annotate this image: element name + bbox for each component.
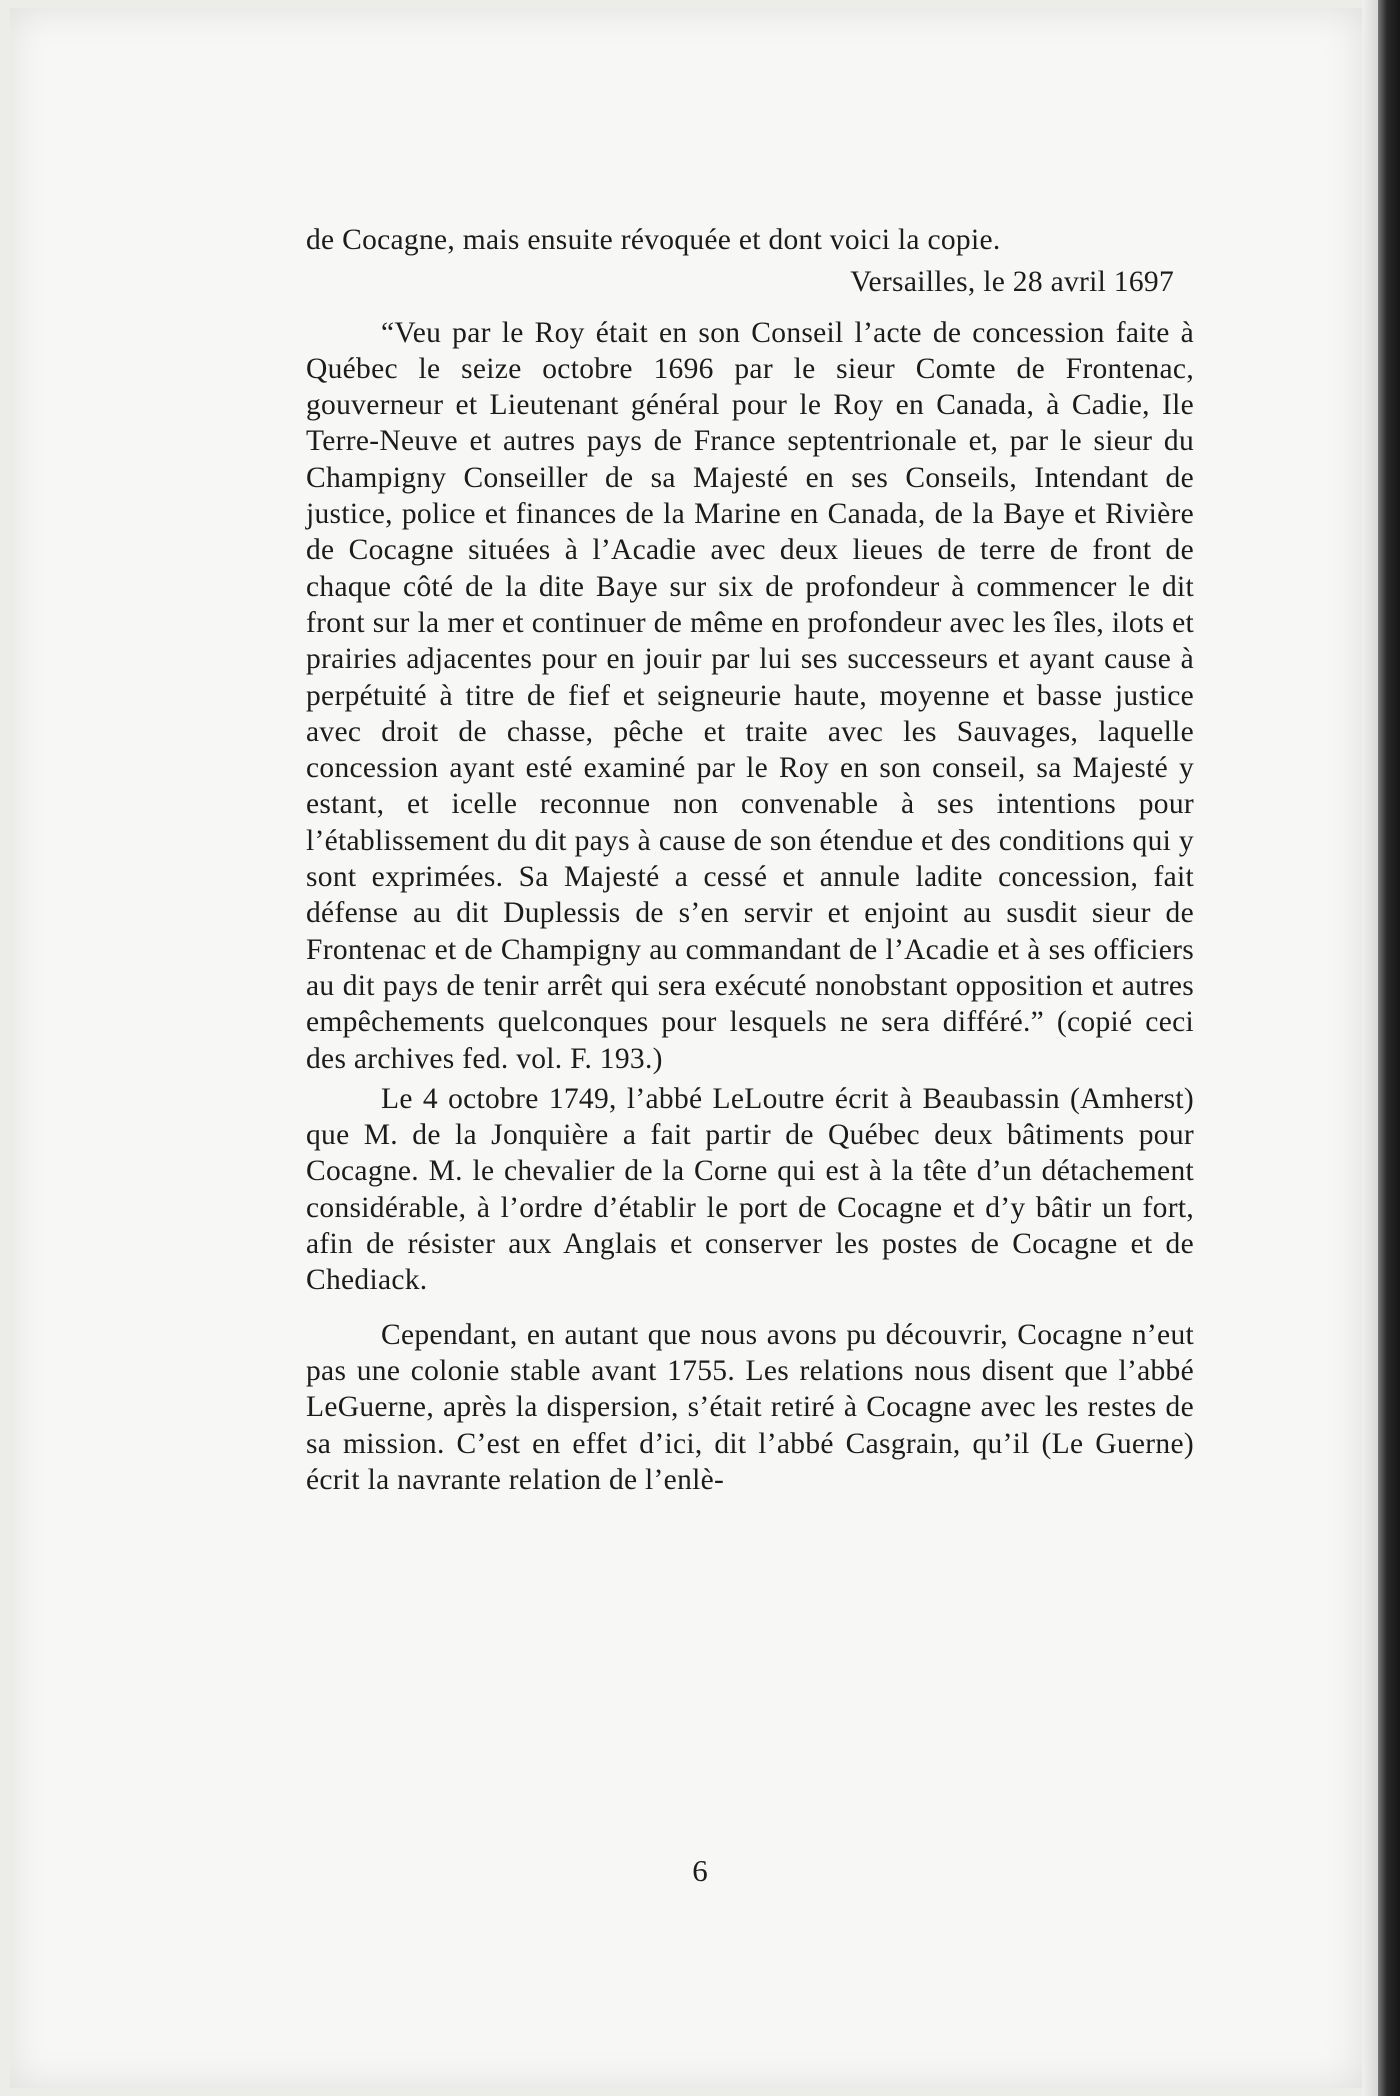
paragraph-1749: Le 4 octobre 1749, l’abbé LeLoutre écrit à Beaubassin (Amherst) que M. de la Jonquière a fait partir de Québec deux bâtiments pour Cocagne. M. le chevalier de la Corne qui est à la tête d’un détachement considérable, à l’ordre d’établir le port de Cocagne et d’y bâtir un fort, afin de résister aux Anglais et conserver les postes de Cocagne et de Chediack. — [306, 1082, 1194, 1297]
dateline: Versailles, le 28 avril 1697 — [850, 266, 1174, 299]
page-number: 6 — [692, 1853, 708, 1888]
page-gutter — [1362, 0, 1378, 2096]
paragraph-cependant: Cependant, en autant que nous avons pu découvrir, Cocagne n’eut pas une colonie stable avant 1755. Les relations nous disent que l’abbé LeGuerne, après la dispersion, s’était retiré à Cocagne avec les restes de sa mission. C’est en effet d’ici, dit l’abbé Casgrain, qu’il (Le Guerne) écrit la navrante relation de l’enlè- — [306, 1318, 1194, 1496]
opening-paragraph: de Cocagne, mais ensuite révoquée et dont voici la copie. — [306, 224, 1001, 256]
body-text — [306, 222, 1194, 1498]
book-spine-edge — [1378, 0, 1400, 2096]
decree-quotation: “Veu par le Roy était en son Conseil l’acte de concession faite à Québec le seize octobre 1696 par le sieur Comte de Frontenac, gouverneur et Lieutenant général pour le Roy en Canada, à Cadie, Ile Terre-Neuve et autres pays de France septentrionale et, par le sieur du Champigny Conseiller de sa Majesté en ses Conseils, Intendant de justice, police et finances de la Marine en Canada, de la Baye et Rivière de Cocagne situées à l’Acadie avec deux lieues de terre de front de chaque côté de la dite Baye sur six de profondeur à commencer le dit front sur la mer et continuer de même en profondeur avec les îles, ilots et prairies adjacentes pour en jouir par lui ses successeurs et ayant cause à perpétuité à titre de fief et seigneurie haute, moyenne et basse justice avec droit de chasse, pêche et traite avec les Sauvages, laquelle concession ayant esté examiné par le Roy en son conseil, sa Majesté y estant, et icelle reconnue non convenable à ses intentions pour l’établissement du dit pays à cause de son étendue et des conditions qui y sont exprimées. Sa Majesté a cessé et annule ladite concession, fait défense au dit Duplessis de s’en servir et enjoint au susdit sieur de Frontenac et de Champigny au commandant de l’Acadie et à ses officiers au dit pays de tenir arrêt qui sera exécuté nonobstant opposition et autres empêchements quelconques pour lesquels ne sera différé.” (copié ceci des archives fed. vol. F. 193.) — [306, 316, 1194, 1075]
